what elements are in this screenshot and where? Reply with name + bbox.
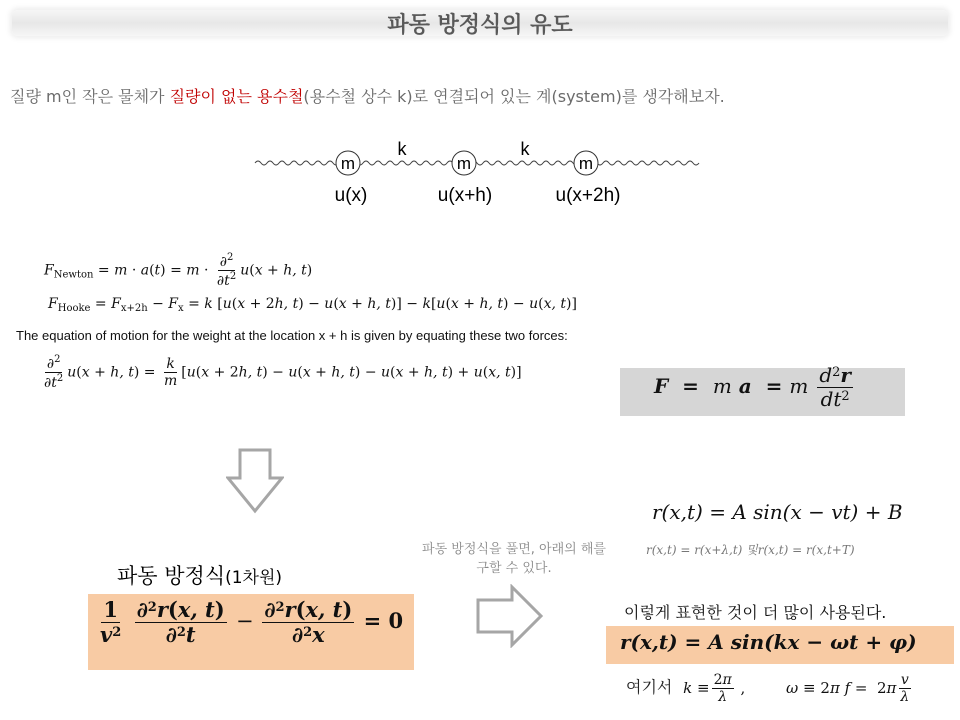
common-form-note: 이렇게 표현한 것이 더 많이 사용된다. [624,603,887,622]
hooke-force-equation: $F_{Hooke} = F_{x+2h} - F_x = k$ [u(x + 2h, t) − u(x + h, t)] − k[u(x + h, t) − u(x, t)] [48,296,577,314]
mass-label-3: m [578,154,594,173]
general-solution: r(x,t) = A sin(x − vt) + B [652,500,903,524]
newton-law-equation: F = m a = m $\frac{d^2r}{dt^2}$ [654,363,851,411]
wave-equation: $\frac{1}{v^2}$ $\frac{\partial^2r(x, t)}{\partial^2t}$ − $\frac{\partial^2r(x, t)}{\partial^2x}$ = 0 [100,597,404,648]
newton-force-equation: $F_{Newton} = m \cdot a(t) = m$ · $\frac{\partial^2}{\partial t^2}$ u(x + h, t) [44,252,313,290]
wave-equation-dimension: (1차원) [225,568,283,588]
intro-after: (용수철 상수 k)로 연결되어 있는 계(system)를 생각해보자. [303,87,725,106]
equation-of-motion: $\frac{\partial^2}{\partial t^2}$ u(x + h, t) = $\frac{k}{m}$ [u(x + 2h, t) − u(x + h, t) − u(x + h, t) + u(x, t)] [44,354,522,392]
solution-note: 파동 방정식을 풀면, 아래의 해를 구할 수 있다. [422,542,606,576]
spring-constant-1: k [397,139,407,159]
intro-highlight: 질량이 없는 용수철 [169,87,304,106]
hooke-subscript: Hooke [57,303,91,314]
common-solution: r(x,t) = A sin(kx − ωt + φ) [620,630,917,654]
newton-subscript: Newton [53,269,94,281]
mass-label-1: m [340,154,356,173]
position-label-3: u(x+2h) [555,185,621,206]
spring-constant-2: k [520,139,530,159]
right-arrow-icon [476,584,544,648]
definitions-line: 여기서 k ≡ $\frac{2\pi}{\lambda}$ , ω ≡ 2π f = 2π $\frac{v}{\lambda}$ [626,672,910,706]
position-label-2: u(x+h) [437,185,493,206]
page-title: 파동 방정식의 유도 [387,13,573,38]
intro-text [10,84,725,107]
position-label-1: u(x) [334,185,368,206]
wave-equation-title [117,560,282,590]
periodicity-condition: r(x,t) = r(x+λ,t) 및r(x,t) = r(x,t+T) [646,543,855,557]
where-label: 여기서 [626,677,673,697]
spring-line [255,161,699,165]
wave-equation-title-main: 파동 방정식 [117,564,226,588]
equation-of-motion-sentence: The equation of motion for the weight at the location x + h is given by equating these two forces: [16,328,568,343]
intro-before: 질량 m인 작은 물체가 [10,87,170,106]
mass-spring-diagram [250,130,710,210]
mass-label-2: m [456,154,472,173]
down-arrow-icon [226,448,284,514]
